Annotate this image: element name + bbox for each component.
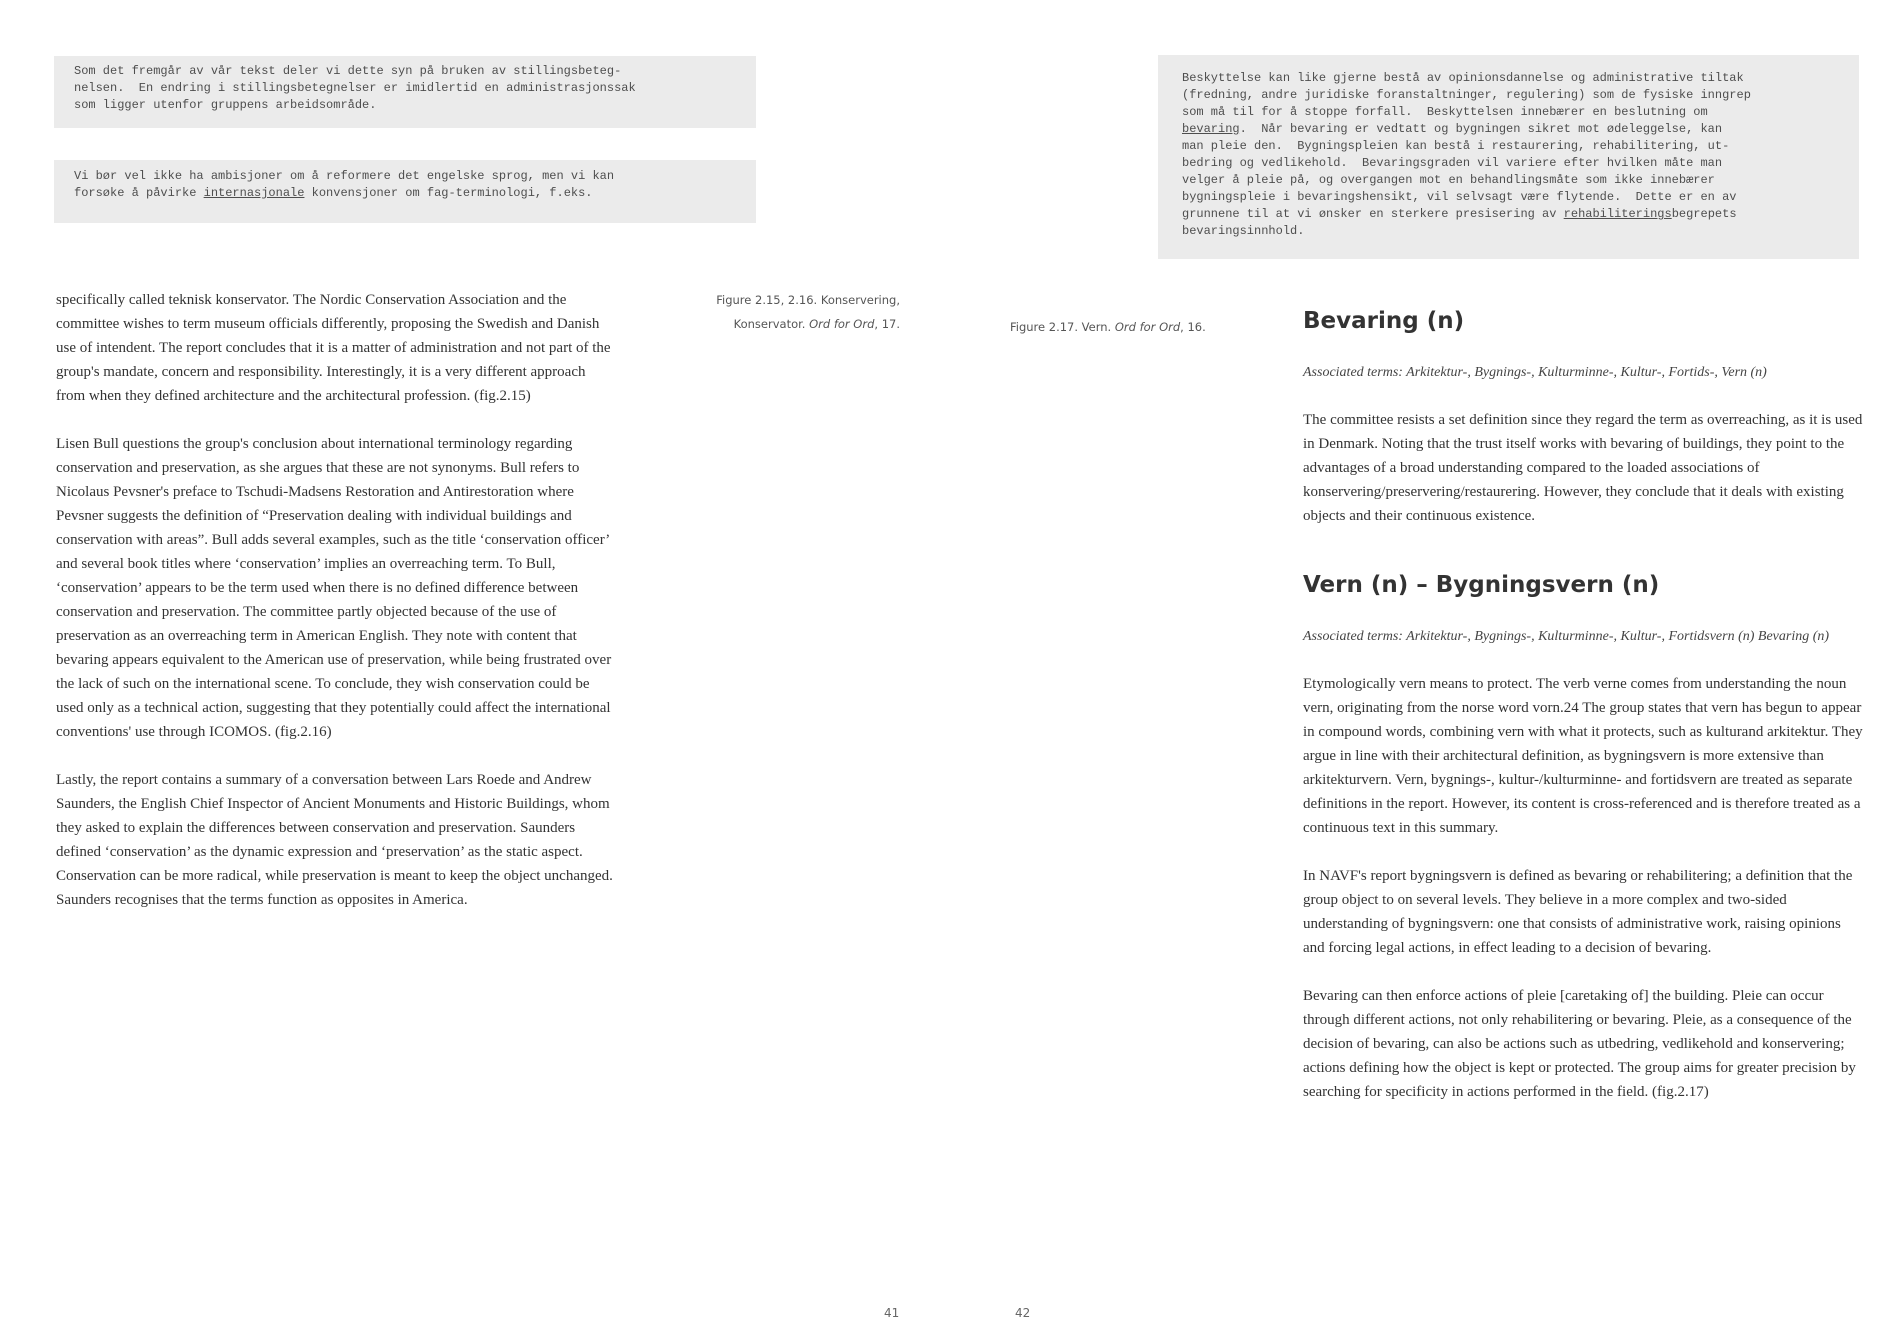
caption-page: , 17. bbox=[874, 317, 900, 331]
left-page-body bbox=[56, 288, 616, 936]
clip2-underlined: internasjonale bbox=[203, 186, 305, 200]
clip3-l9a: grunnene til at vi ønsker en sterkere presisering av bbox=[1182, 207, 1564, 221]
caption-line-1: Figure 2.15, 2.16. Konservering, bbox=[716, 293, 900, 307]
right-paragraph-1: The committee resists a set definition since they regard the term as overreaching, as it is used in Denmark. Noting that the trust itself works with bevaring of buildings, they point to the advantages of a broad understanding compared to the loaded associations of konservering/preservering/restaurering. However, they conclude that it deals with existing objects and their continuous existence. bbox=[1303, 412, 1863, 524]
right-paragraph-3: In NAVF's report bygningsvern is defined as bevaring or rehabilitering; a definition that the group object to on several levels. They believe in a more complex and two-sided understanding of bygningsvern: one that consists of administrative work, raising opinions and forcing legal actions, in effect leading to a decision of bevaring. bbox=[1303, 868, 1853, 956]
clip3-l4-underlined: bevaring bbox=[1182, 122, 1240, 136]
caption-page: , 16. bbox=[1180, 320, 1206, 334]
clip3-l2: (fredning, andre juridiske foranstaltninger, regulering) som de fysiske inngrep bbox=[1182, 88, 1751, 102]
left-paragraph-1: specifically called teknisk konservator. The Nordic Conservation Association and the committee wishes to term museum officials differently, proposing the Swedish and Danish use of intendent. The report concludes that it is a matter of administration and not part of the group's mandate, concern and responsibility. Interestingly, it is a very different approach from when they defined architecture and the architectural profession. (fig.2.15) bbox=[56, 292, 611, 404]
caption-text: Figure 2.17. Vern. bbox=[1010, 320, 1115, 334]
caption-text: Konservator. bbox=[733, 317, 810, 331]
clip2-line2b: konvensjoner om fag-terminologi, f.eks. bbox=[304, 186, 593, 200]
caption-source: Ord for Ord bbox=[1114, 320, 1181, 334]
caption-source: Ord for Ord bbox=[809, 317, 875, 331]
associated-terms-vern: Associated terms: Arkitektur-, Bygnings-, Kulturminne-, Kultur-, Fortidsvern (n) Bevaring (n) bbox=[1303, 629, 1830, 644]
archive-clipping-3 bbox=[1158, 55, 1859, 259]
left-paragraph-2: Lisen Bull questions the group's conclusion about international terminology regarding conservation and preservation, as she argues that these are not synonyms. Bull refers to Nicolaus Pevsner's preface to Tschudi-Madsens Restoration and Antirestoration where Pevsner suggests the definition of “Preservation dealing with individual buildings and conservation with areas”. Bull adds several examples, such as the title ‘conservation officer’ and several book titles where ‘conservation’ implies an overreaching term. To Bull, ‘conservation’ appears to be the term used when there is no defined difference between conservation and preservation. The committee partly objected because of the use of preservation as an overreaching term in American English. They note with content that bevaring appears equivalent to the American use of preservation, while being frustrated over the lack of such on the international scene. To conclude, they wish conservation could be used only as a technical action, suggesting that they potentially could affect the international conventions' use through ICOMOS. (fig.2.16) bbox=[56, 436, 612, 740]
archive-clipping-2 bbox=[54, 160, 756, 223]
clip3-l1: Beskyttelse kan like gjerne bestå av opinionsdannelse og administrative tiltak bbox=[1182, 71, 1744, 85]
clip2-line1: Vi bør vel ikke ha ambisjoner om å reformere det engelske sprog, men vi kan bbox=[74, 169, 615, 183]
bevaring-body bbox=[1303, 408, 1863, 552]
vern-body bbox=[1303, 672, 1863, 1128]
clip3-l3: som må til for å stoppe forfall. Beskyttelsen innebærer en beslutning om bbox=[1182, 105, 1708, 119]
clip3-l4: . Når bevaring er vedtatt og bygningen sikret mot ødeleggelse, kan bbox=[1239, 122, 1723, 136]
page-number-right: 42 bbox=[1015, 1306, 1031, 1320]
associated-terms-bevaring: Associated terms: Arkitektur-, Bygnings-, Kulturminne-, Kultur-, Fortids-, Vern (n) bbox=[1303, 365, 1767, 380]
left-paragraph-3: Lastly, the report contains a summary of a conversation between Lars Roede and Andrew Saunders, the English Chief Inspector of Ancient Monuments and Historic Buildings, whom they asked to explain the differences between conservation and preservation. Saunders defined ‘conservation’ as the dynamic expression and ‘preservation’ as the static aspect. Conservation can be more radical, while preservation is meant to keep the object unchanged. Saunders recognises that the terms function as opposites in America. bbox=[56, 772, 613, 908]
page-number-left: 41 bbox=[884, 1306, 900, 1320]
clip3-l10: bevaringsinnhold. bbox=[1182, 224, 1305, 238]
clip3-l7: velger å pleie på, og overgangen mot en behandlingsmåte som ikke innebærer bbox=[1182, 173, 1715, 187]
heading-vern: Vern (n) – Bygningsvern (n) bbox=[1303, 572, 1660, 598]
clip3-l6: bedring og vedlikehold. Bevaringsgraden vil variere efter hvilken måte man bbox=[1182, 156, 1723, 170]
caption-line-2 bbox=[660, 312, 900, 336]
archive-clipping-1: Som det fremgår av vår tekst deler vi dette syn på bruken av stillingsbeteg- nelsen. En endring i stillingsbetegnelser er imidlertid en administrasjonssak som ligger utenfor gruppens arbeidsområde. bbox=[54, 56, 756, 128]
clip3-l9b: begrepets bbox=[1671, 207, 1737, 221]
clip2-line2a: forsøke å påvirke bbox=[74, 186, 204, 200]
figure-caption-2-15 bbox=[660, 288, 900, 336]
clip3-l5: man pleie den. Bygningspleien kan bestå i restaurering, rehabilitering, ut- bbox=[1182, 139, 1730, 153]
clip3-l9-underlined: rehabiliterings bbox=[1563, 207, 1672, 221]
right-paragraph-2: Etymologically vern means to protect. The verb verne comes from understanding the noun vern, originating from the norse word vorn.24 The group states that vern has begun to appear in compound words, combining vern with what it protects, such as kulturand arkitektur. They argue in line with their architectural definition, as bygningsvern is more extensive than arkitekturvern. Vern, bygnings-, kultur-/kulturminne- and fortidsvern are treated as separate definitions in the report. However, its content is cross-referenced and is therefore treated as a continuous text in this summary. bbox=[1303, 676, 1863, 836]
right-paragraph-4: Bevaring can then enforce actions of pleie [caretaking of] the building. Pleie can occur through different actions, not only rehabilitering or bevaring. Pleie, as a consequence of the decision of bevaring, can also be actions such as utbedring, vedlikehold and konservering; actions defining how the object is kept or protected. The group aims for greater precision by searching for specificity in actions performed in the field. (fig.2.17) bbox=[1303, 988, 1856, 1100]
heading-bevaring: Bevaring (n) bbox=[1303, 308, 1465, 334]
figure-caption-2-17 bbox=[1010, 315, 1206, 339]
clip3-l8: bygningspleie i bevaringshensikt, vil selvsagt være flytende. Dette er en av bbox=[1182, 190, 1737, 204]
